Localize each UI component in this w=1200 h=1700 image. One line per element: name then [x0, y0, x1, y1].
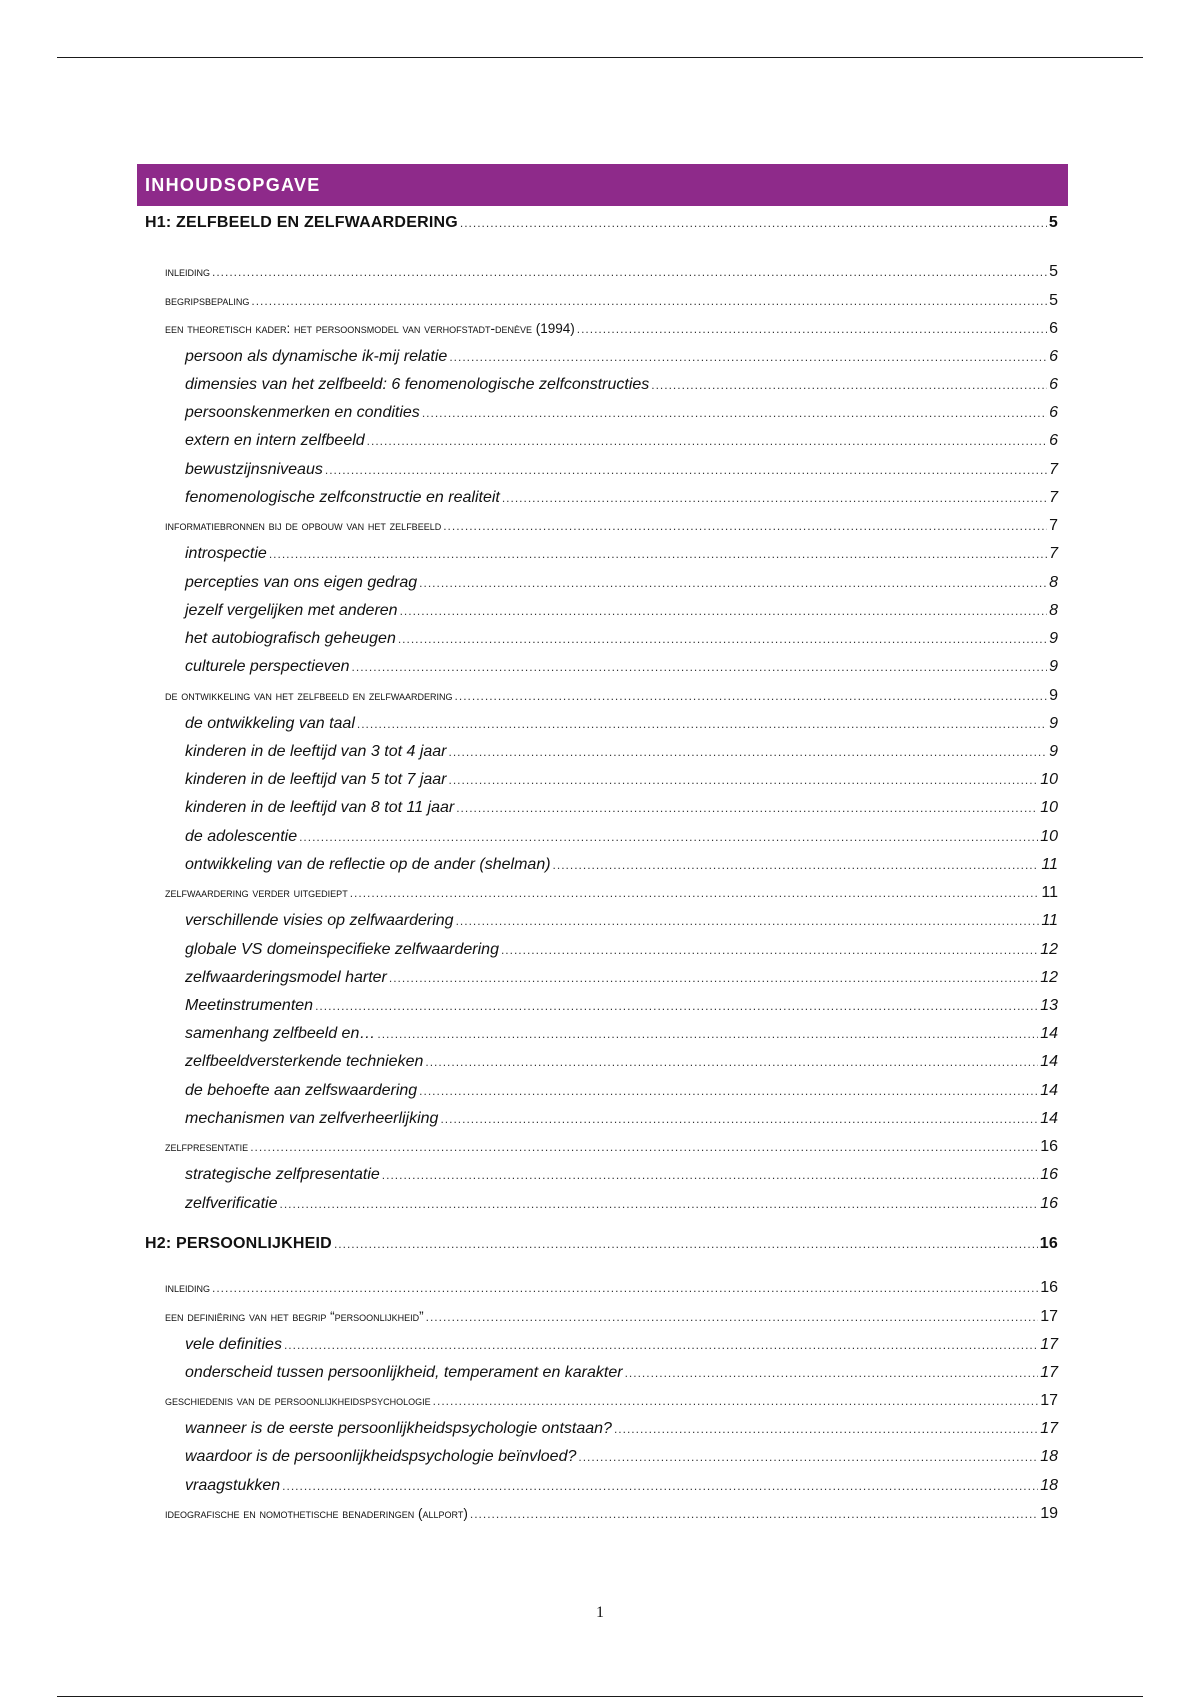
toc-entry-subsection[interactable] — [185, 1022, 1058, 1046]
toc-entry-title: persoonskenmerken en condities — [185, 404, 420, 421]
toc-entry-subsection[interactable] — [185, 345, 1058, 369]
dot-leader — [426, 1305, 1039, 1329]
dot-leader — [419, 1079, 1038, 1103]
toc-entry-subsection[interactable] — [185, 853, 1058, 877]
toc-entry-page: 16 — [1039, 1235, 1058, 1252]
dot-leader — [367, 429, 1047, 453]
toc-entry-subsection[interactable] — [185, 599, 1058, 623]
toc-entry-subsection[interactable] — [185, 768, 1058, 792]
dot-leader — [315, 994, 1038, 1018]
toc-entry-title: vele definities — [185, 1336, 282, 1353]
toc-entry-subsection[interactable] — [185, 1079, 1058, 1103]
dot-leader — [419, 571, 1047, 595]
toc-entry-subsection[interactable] — [185, 627, 1058, 651]
toc-entry-section[interactable] — [165, 514, 1058, 538]
toc-entry-section[interactable] — [165, 1135, 1058, 1159]
toc-entry-title: zelfbeeldversterkende technieken — [185, 1053, 424, 1070]
toc-entry-page: 16 — [1040, 1166, 1058, 1183]
dot-leader — [377, 1022, 1038, 1046]
toc-entry-title: een definiëring van het begrip “persoonlijkheid” — [165, 1309, 424, 1324]
toc-entry-page: 14 — [1040, 1110, 1058, 1127]
toc-entry-subsection[interactable] — [185, 1107, 1058, 1131]
dot-leader — [284, 1333, 1038, 1357]
dot-leader — [449, 768, 1039, 792]
toc-entry-subsection[interactable] — [185, 655, 1058, 679]
toc-entry-title: verschillende visies op zelfwaardering — [185, 912, 454, 929]
dot-leader — [460, 211, 1047, 235]
toc-entry-page: 13 — [1040, 997, 1058, 1014]
dot-leader — [350, 881, 1040, 905]
toc-entry-title: wanneer is de eerste persoonlijkheidspsychologie ontstaan? — [185, 1420, 612, 1437]
toc-entry-title: H2: PERSOONLIJKHEID — [145, 1235, 332, 1252]
toc-entry-title: inleiding — [165, 1280, 211, 1295]
toc-entry-title: H1: ZELFBEELD EN ZELFWAARDERING — [145, 214, 458, 231]
toc-entry-section[interactable] — [165, 684, 1058, 708]
toc-entry-page: 9 — [1049, 630, 1058, 647]
dot-leader — [625, 1361, 1039, 1385]
toc-entry-title: ideografische en nomothetische benaderingen (allport) — [165, 1506, 468, 1521]
toc-entry-title: zelfverificatie — [185, 1195, 278, 1212]
dot-leader — [578, 1445, 1038, 1469]
toc-entry-section[interactable] — [165, 1389, 1058, 1413]
toc-entry-subsection[interactable] — [185, 909, 1058, 933]
dot-leader — [455, 684, 1048, 708]
toc-entry-page: 6 — [1049, 376, 1058, 393]
toc-entry-title: vraagstukken — [185, 1477, 281, 1494]
toc-entry-page: 16 — [1040, 1279, 1058, 1296]
toc-entry-page: 18 — [1040, 1448, 1058, 1465]
dot-leader — [433, 1389, 1039, 1413]
toc-entry-title: geschiedenis van de persoonlijkheidspsychologie — [165, 1393, 431, 1408]
toc-entry-subsection[interactable] — [185, 571, 1058, 595]
toc-entry-page: 8 — [1049, 602, 1058, 619]
toc-entry-page: 5 — [1049, 263, 1058, 280]
toc-entry-title: inleiding — [165, 264, 211, 279]
toc-entry-title: strategische zelfpresentatie — [185, 1166, 380, 1183]
toc-entry-section[interactable] — [165, 1305, 1058, 1329]
dot-leader — [425, 1050, 1038, 1074]
toc-entry-title: percepties van ons eigen gedrag — [185, 574, 418, 591]
toc-entry-page: 14 — [1040, 1082, 1058, 1099]
toc-entry-page: 9 — [1049, 743, 1058, 760]
dot-leader — [553, 853, 1040, 877]
toc-entry-subsection[interactable] — [185, 1050, 1058, 1074]
dot-leader — [577, 317, 1047, 341]
toc-entry-page: 8 — [1049, 574, 1058, 591]
dot-leader — [269, 542, 1047, 566]
dot-leader — [422, 401, 1047, 425]
toc-entry-page: 7 — [1049, 461, 1058, 478]
dot-leader — [456, 796, 1038, 820]
toc-entry-title: kinderen in de leeftijd van 8 tot 11 jaar — [185, 799, 455, 816]
toc-entry-page: 5 — [1048, 214, 1058, 231]
toc-entry-subsection[interactable] — [185, 966, 1058, 990]
dot-leader — [279, 1192, 1038, 1216]
toc-entry-page: 10 — [1040, 799, 1058, 816]
toc-entry-title: extern en intern zelfbeeld — [185, 432, 365, 449]
toc-entry-section[interactable] — [165, 1502, 1058, 1526]
toc-entry-title: begripsbepaling — [165, 293, 250, 308]
toc-entry-title: de ontwikkeling van taal — [185, 715, 355, 732]
dot-leader — [470, 1502, 1038, 1526]
dot-leader — [357, 712, 1047, 736]
toc-entry-title: persoon als dynamische ik-mij relatie — [185, 348, 448, 365]
toc-entry-section[interactable] — [165, 260, 1058, 284]
dot-leader — [449, 740, 1048, 764]
toc-entry-subsection[interactable] — [185, 740, 1058, 764]
toc-entry-title: introspectie — [185, 545, 267, 562]
toc-entry-title: onderscheid tussen persoonlijkheid, temperament en karakter — [185, 1364, 623, 1381]
toc-entry-subsection[interactable] — [185, 542, 1058, 566]
toc-entry-page: 12 — [1040, 941, 1058, 958]
toc-entry-page: 9 — [1049, 687, 1058, 704]
toc-entry-title: dimensies van het zelfbeeld: 6 fenomenologische zelfconstructies — [185, 376, 650, 393]
toc-entry-title: informatiebronnen bij de opbouw van het zelfbeeld — [165, 518, 442, 533]
toc-entry-title: kinderen in de leeftijd van 3 tot 4 jaar — [185, 743, 447, 760]
toc-entry-title: samenhang zelfbeeld en… — [185, 1025, 376, 1042]
toc-entry-subsection[interactable] — [185, 938, 1058, 962]
dot-leader — [212, 260, 1047, 284]
toc-entry-section[interactable] — [165, 881, 1058, 905]
toc-entry-subsection[interactable] — [185, 994, 1058, 1018]
dot-leader — [334, 1232, 1038, 1256]
toc-entry-title: mechanismen van zelfverheerlijking — [185, 1110, 439, 1127]
dot-leader — [389, 966, 1038, 990]
toc-entry-title: jezelf vergelijken met anderen — [185, 602, 398, 619]
dot-leader — [325, 458, 1047, 482]
dot-leader — [614, 1417, 1038, 1441]
toc-entry-page: 17 — [1040, 1392, 1058, 1409]
toc-entry-subsection[interactable] — [185, 486, 1058, 510]
toc-entry-page: 19 — [1040, 1505, 1058, 1522]
toc-entry-section[interactable] — [165, 1276, 1058, 1300]
toc-entry-page: 6 — [1049, 432, 1058, 449]
toc-entry-title: kinderen in de leeftijd van 5 tot 7 jaar — [185, 771, 447, 788]
toc-entry-page: 7 — [1049, 517, 1058, 534]
dot-leader — [440, 1107, 1038, 1131]
toc-entry-subsection[interactable] — [185, 825, 1058, 849]
toc-entry-title: culturele perspectieven — [185, 658, 350, 675]
toc-entry-title: globale VS domeinspecifieke zelfwaardering — [185, 941, 499, 958]
toc-entry-title: zelfpresentatie — [165, 1139, 249, 1154]
toc-entry-subsection[interactable] — [185, 1163, 1058, 1187]
toc-entry-page: 14 — [1040, 1053, 1058, 1070]
toc-entry-page: 17 — [1040, 1308, 1058, 1325]
toc-entry-page: 11 — [1041, 884, 1058, 901]
page-number: 1 — [596, 1604, 604, 1621]
dot-leader — [250, 1135, 1038, 1159]
header-rule — [57, 57, 1143, 58]
toc-entry-page: 10 — [1040, 828, 1058, 845]
toc-entry-title: fenomenologische zelfconstructie en realiteit — [185, 489, 500, 506]
toc-entry-title: zelfwaarderingsmodel harter — [185, 969, 387, 986]
toc-entry-subsection[interactable] — [185, 796, 1058, 820]
dot-leader — [398, 627, 1047, 651]
toc-entry-page: 6 — [1049, 320, 1058, 337]
toc-entry-page: 11 — [1041, 856, 1058, 873]
toc-entry-page: 18 — [1040, 1477, 1058, 1494]
dot-leader — [212, 1276, 1038, 1300]
toc-entry-page: 10 — [1040, 771, 1058, 788]
toc-entry-page: 6 — [1049, 348, 1058, 365]
toc-entry-chapter[interactable] — [145, 211, 1058, 235]
toc-entry-page: 9 — [1049, 715, 1058, 732]
toc-entry-page: 16 — [1040, 1195, 1058, 1212]
dot-leader — [501, 938, 1038, 962]
toc-entry-page: 12 — [1040, 969, 1058, 986]
toc-entry-title: de ontwikkeling van het zelfbeeld en zelfwaardering — [165, 688, 453, 703]
toc-entry-page: 5 — [1049, 292, 1058, 309]
toc-entry-page: 16 — [1040, 1138, 1058, 1155]
toc-entry-subsection[interactable] — [185, 1417, 1058, 1441]
toc-heading-banner — [137, 164, 1068, 206]
toc-entry-title: de behoefte aan zelfswaardering — [185, 1082, 418, 1099]
dot-leader — [443, 514, 1047, 538]
toc-entry-page: 17 — [1040, 1364, 1058, 1381]
dot-leader — [651, 373, 1047, 397]
footer-rule — [57, 1696, 1143, 1697]
dot-leader — [251, 289, 1047, 313]
toc-entry-chapter[interactable] — [145, 1232, 1058, 1256]
dot-leader — [282, 1474, 1038, 1498]
toc-entry-subsection[interactable] — [185, 712, 1058, 736]
toc-entry-title: de adolescentie — [185, 828, 298, 845]
toc-heading: INHOUDSOPGAVE — [145, 174, 321, 195]
dot-leader — [400, 599, 1048, 623]
dot-leader — [352, 655, 1048, 679]
toc-entry-subsection[interactable] — [185, 1474, 1058, 1498]
toc-entry-page: 7 — [1049, 489, 1058, 506]
dot-leader — [502, 486, 1047, 510]
toc-entry-title: zelfwaardering verder uitgediept — [165, 885, 348, 900]
toc-entry-subsection[interactable] — [185, 401, 1058, 425]
toc-entry-subsection[interactable] — [185, 1445, 1058, 1469]
toc-entry-title: bewustzijnsniveaus — [185, 461, 323, 478]
toc-entry-page: 17 — [1040, 1336, 1058, 1353]
toc-entry-subsection[interactable] — [185, 1192, 1058, 1216]
toc-entry-page: 11 — [1041, 912, 1058, 929]
toc-entry-title: Meetinstrumenten — [185, 997, 314, 1014]
toc-entry-title: ontwikkeling van de reflectie op de ander (shelman) — [185, 856, 551, 873]
toc-entry-subsection[interactable] — [185, 373, 1058, 397]
toc-entry-page: 7 — [1049, 545, 1058, 562]
toc-entry-section[interactable] — [165, 289, 1058, 313]
dot-leader — [449, 345, 1047, 369]
toc-entry-page: 14 — [1040, 1025, 1058, 1042]
dot-leader — [382, 1163, 1038, 1187]
toc-entry-subsection[interactable] — [185, 1333, 1058, 1357]
toc-entry-subsection[interactable] — [185, 1361, 1058, 1385]
toc-entry-page: 9 — [1049, 658, 1058, 675]
toc-entry-title: waardoor is de persoonlijkheidspsychologie beïnvloed? — [185, 1448, 577, 1465]
dot-leader — [456, 909, 1040, 933]
toc-entry-page: 6 — [1049, 404, 1058, 421]
dot-leader — [299, 825, 1038, 849]
toc-entry-title: een theoretisch kader: het persoonsmodel van verhofstadt-denève (1994) — [165, 321, 575, 336]
toc-entry-section[interactable] — [165, 317, 1058, 341]
toc-entry-title: het autobiografisch geheugen — [185, 630, 396, 647]
toc-entry-subsection[interactable] — [185, 429, 1058, 453]
toc-entry-page: 17 — [1040, 1420, 1058, 1437]
toc-entry-subsection[interactable] — [185, 458, 1058, 482]
